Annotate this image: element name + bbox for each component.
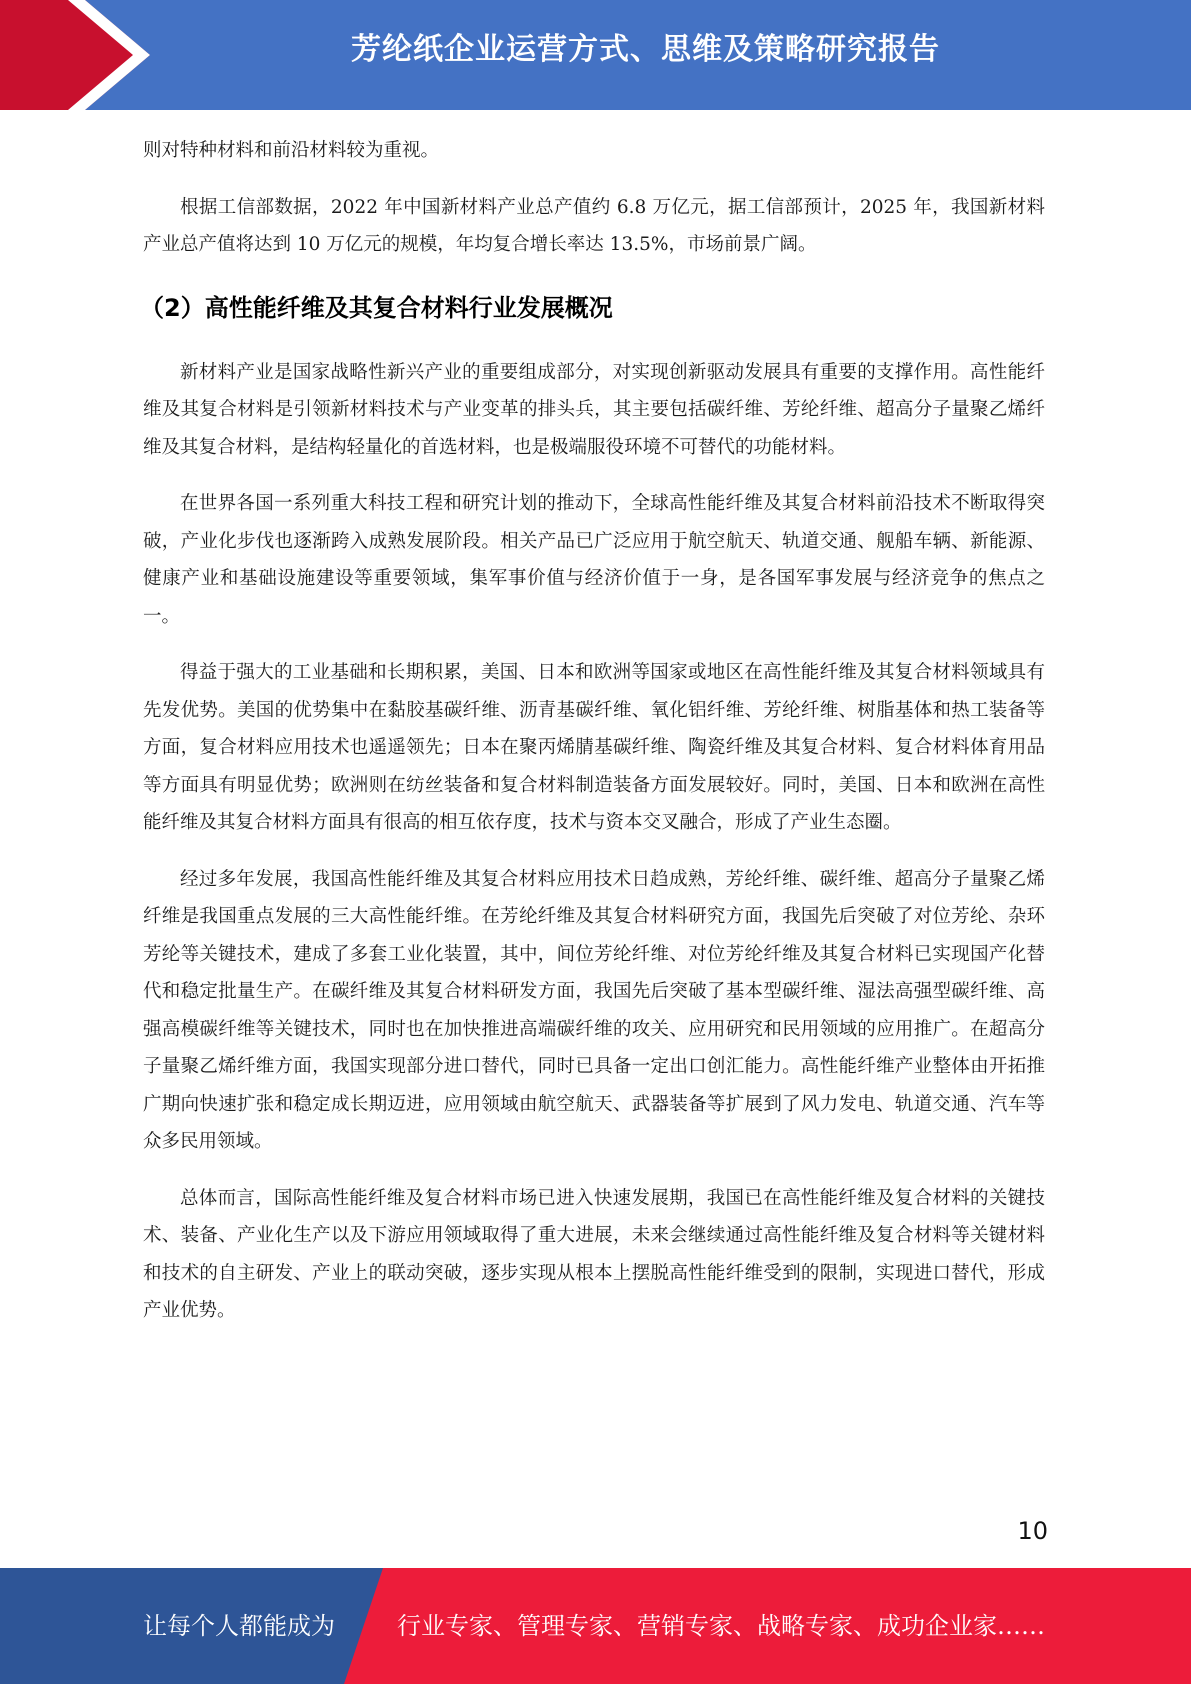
paragraph: 根据工信部数据，2022 年中国新材料产业总产值约 6.8 万亿元，据工信部预计，2025 年，我国新材料产业总产值将达到 10 万亿元的规模，年均复合增长率达 13.5%，市场前景广阔。 [143,196,1045,255]
page-number: 10 [1017,1517,1048,1545]
footer-slogan-left: 让每个人都能成为 [143,1612,335,1640]
paragraph: 在世界各国一系列重大科技工程和研究计划的推动下，全球高性能纤维及其复合材料前沿技术不断取得突破，产业化步伐也逐渐跨入成熟发展阶段。相关产品已广泛应用于航空航天、轨道交通、舰船车辆、新能源、健康产业和基础设施建设等重要领域，集军事价值与经济价值于一身，是各国军事发展与经济竞争的焦点之一。 [143,493,1045,627]
footer-slogan-right: 行业专家、管理专家、营销专家、战略专家、成功企业家…… [397,1612,1045,1640]
section-heading: （2）高性能纤维及其复合材料行业发展概况 [140,293,613,322]
paragraph: 总体而言，国际高性能纤维及复合材料市场已进入快速发展期，我国已在高性能纤维及复合材料的关键技术、装备、产业化生产以及下游应用领域取得了重大进展，未来会继续通过高性能纤维及复合材料等关键材料和技术的自主研发、产业上的联动突破，逐步实现从根本上摆脱高性能纤维受到的限制，实现进口替代，形成产业优势。 [143,1187,1045,1321]
paragraph: 新材料产业是国家战略性新兴产业的重要组成部分，对实现创新驱动发展具有重要的支撑作用。高性能纤维及其复合材料是引领新材料技术与产业变革的排头兵，其主要包括碳纤维、芳纶纤维、超高分子量聚乙烯纤维及其复合材料，是结构轻量化的首选材料，也是极端服役环境不可替代的功能材料。 [143,361,1045,458]
page-header [0,0,1191,110]
main-content [140,132,1045,1330]
paragraph: 经过多年发展，我国高性能纤维及其复合材料应用技术日趋成熟，芳纶纤维、碳纤维、超高分子量聚乙烯纤维是我国重点发展的三大高性能纤维。在芳纶纤维及其复合材料研究方面，我国先后突破了对位芳纶、杂环芳纶等关键技术，建成了多套工业化装置，其中，间位芳纶纤维、对位芳纶纤维及其复合材料已实现国产化替代和稳定批量生产。在碳纤维及其复合材料研发方面，我国先后突破了基本型碳纤维、湿法高强型碳纤维、高强高模碳纤维等关键技术，同时也在加快推进高端碳纤维的攻关、应用研究和民用领域的应用推广。在超高分子量聚乙烯纤维方面，我国实现部分进口替代，同时已具备一定出口创汇能力。高性能纤维产业整体由开拓推广期向快速扩张和稳定成长期迈进，应用领域由航空航天、武器装备等扩展到了风力发电、轨道交通、汽车等众多民用领域。 [143,868,1045,1152]
paragraph-continued: 则对特种材料和前沿材料较为重视。 [143,140,440,161]
page-footer [0,1568,1191,1684]
report-title: 芳纶纸企业运营方式、思维及策略研究报告 [351,32,940,67]
paragraph: 得益于强大的工业基础和长期积累，美国、日本和欧洲等国家或地区在高性能纤维及其复合材料领域具有先发优势。美国的优势集中在黏胶基碳纤维、沥青基碳纤维、氧化铝纤维、芳纶纤维、树脂基体和热工装备等方面，复合材料应用技术也遥遥领先；日本在聚丙烯腈基碳纤维、陶瓷纤维及其复合材料、复合材料体育用品等方面具有明显优势；欧洲则在纺丝装备和复合材料制造装备方面发展较好。同时，美国、日本和欧洲在高性能纤维及其复合材料方面具有很高的相互依存度，技术与资本交叉融合，形成了产业生态圈。 [143,662,1045,833]
